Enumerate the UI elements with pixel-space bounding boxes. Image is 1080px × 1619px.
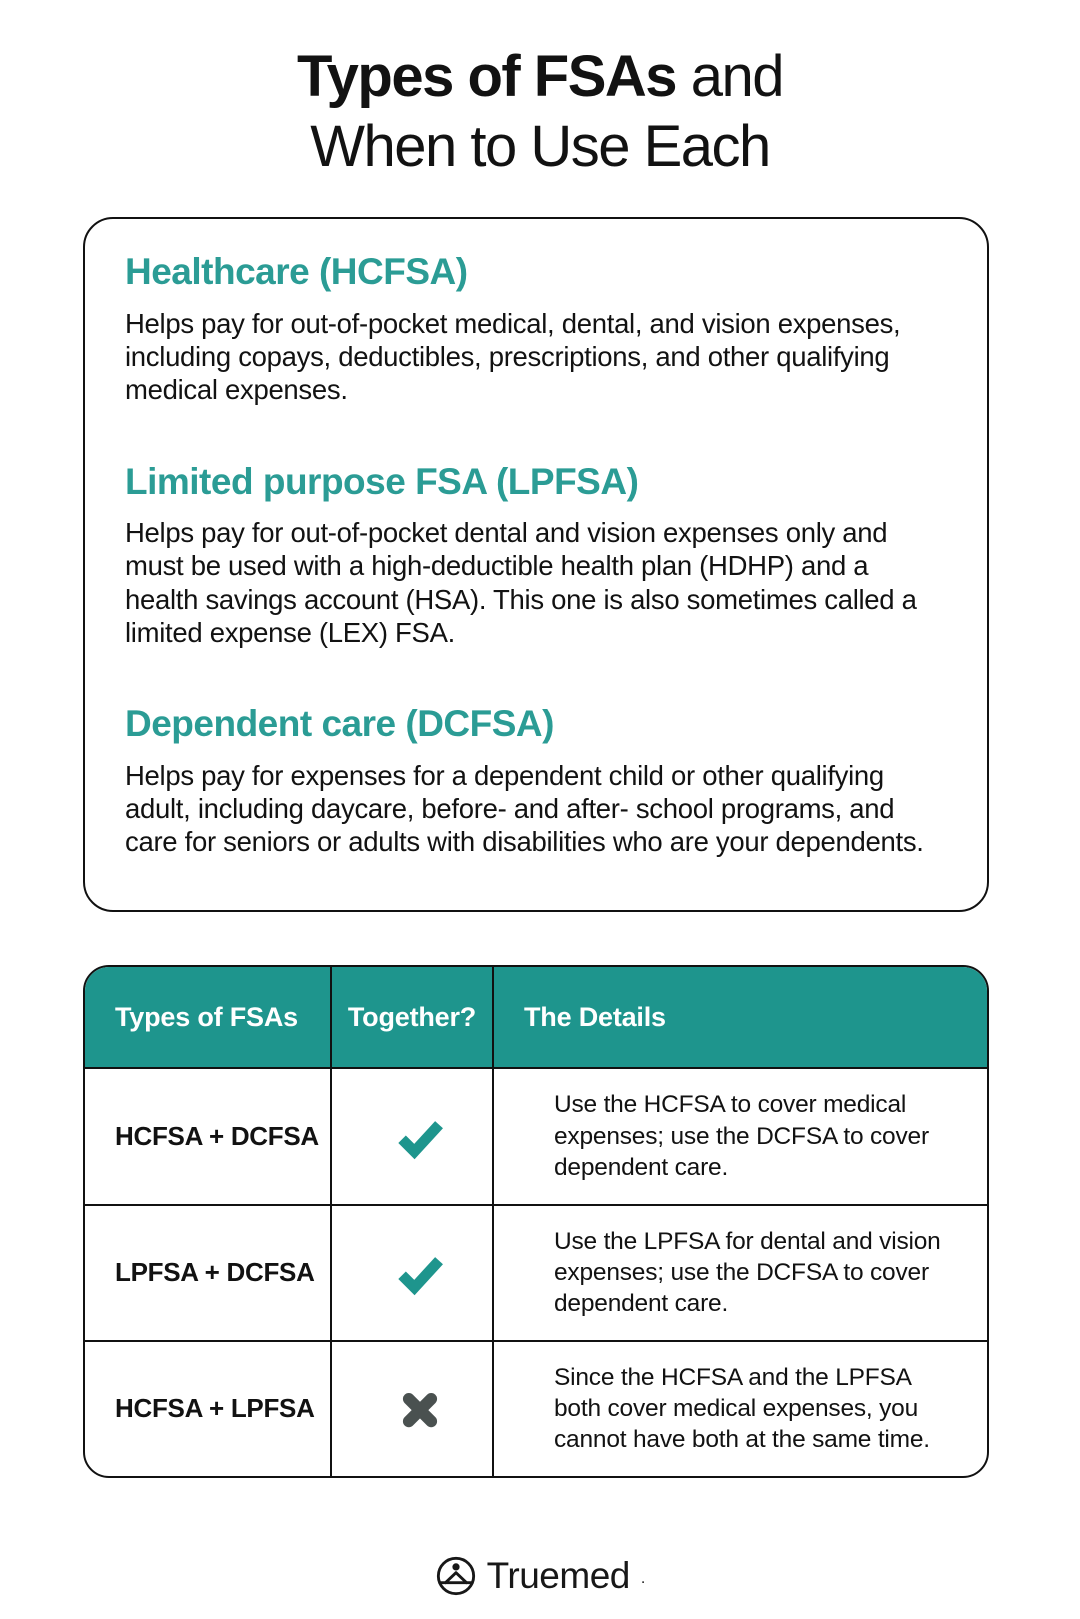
- check-icon: [392, 1109, 448, 1165]
- section-lpfsa-body: Helps pay for out-of-pocket dental and vision expenses only and must be used with a high-deductible health plan (HDHP) and a health savings account (HSA). This one is also sometimes called a limited expense (LEX) FSA.: [125, 517, 917, 648]
- fsa-comparison-table: [83, 965, 989, 1477]
- section-hcfsa: [125, 251, 942, 406]
- section-hcfsa-body: Helps pay for out-of-pocket medical, dental, and vision expenses, including copays, deductibles, prescriptions, and other qualifying medical expenses.: [125, 307, 901, 406]
- brand-wordmark: Truemed: [486, 1555, 630, 1596]
- brand-dot: .: [640, 1570, 646, 1587]
- table-row: [85, 1204, 987, 1340]
- page-title-line2: When to Use Each: [310, 113, 770, 179]
- row-combo-label: LPFSA + DCFSA: [115, 1257, 315, 1288]
- table-header-details: The Details: [524, 1001, 666, 1032]
- x-icon: [392, 1381, 448, 1437]
- section-lpfsa: [125, 461, 942, 650]
- truemed-logo-icon: [435, 1555, 477, 1597]
- table-row: [85, 1340, 987, 1476]
- row-combo-label: HCFSA + DCFSA: [115, 1121, 319, 1152]
- section-hcfsa-heading: Healthcare (HCFSA): [125, 251, 468, 293]
- row-details-text: Use the LPFSA for dental and vision expenses; use the DCFSA to cover dependent care.: [554, 1227, 941, 1318]
- page-title-bold: Types of FSAs: [297, 44, 677, 109]
- section-dcfsa-heading: Dependent care (DCFSA): [125, 703, 554, 745]
- section-dcfsa: [125, 703, 942, 858]
- footer-brand: [0, 1555, 1080, 1597]
- page-title-regular: and: [676, 44, 783, 109]
- fsa-definitions-card: [83, 217, 989, 912]
- page-title: [0, 42, 1080, 181]
- table-row: [85, 1067, 987, 1203]
- row-details-text: Since the HCFSA and the LPFSA both cover medical expenses, you cannot have both at the same time.: [554, 1363, 930, 1454]
- table-header-types: Types of FSAs: [85, 967, 332, 1067]
- row-combo-label: HCFSA + LPFSA: [115, 1393, 315, 1424]
- table-header-row: [85, 967, 987, 1067]
- section-dcfsa-body: Helps pay for expenses for a dependent child or other qualifying adult, including daycare, before- and after- school programs, and care for seniors or adults with disabilities who are your dependents.: [125, 759, 924, 858]
- row-details-text: Use the HCFSA to cover medical expenses; use the DCFSA to cover dependent care.: [554, 1091, 929, 1182]
- table-header-together: Together?: [332, 967, 494, 1067]
- section-lpfsa-heading: Limited purpose FSA (LPFSA): [125, 460, 639, 502]
- check-icon: [392, 1245, 448, 1301]
